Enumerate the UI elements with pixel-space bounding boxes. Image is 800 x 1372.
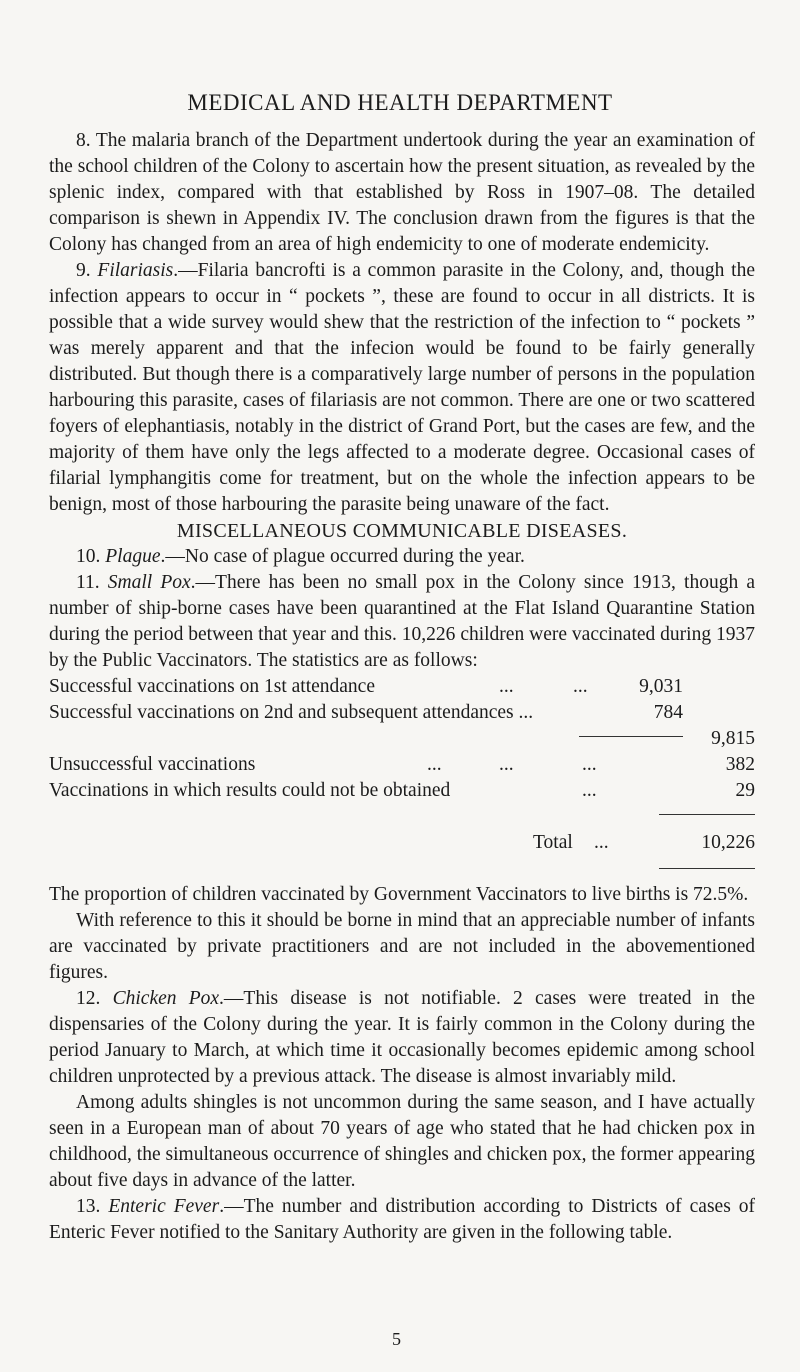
filariasis-heading: Filariasis xyxy=(97,260,174,281)
plague-heading: Plague xyxy=(105,546,161,567)
paragraph-vaccination-proportion: The proportion of children vaccinated by Government Vaccinators to live births is 72.5%. xyxy=(49,884,749,905)
page-number: 5 xyxy=(392,1329,401,1349)
enteric-fever-heading: Enteric Fever xyxy=(108,1196,220,1217)
stat-row-2nd-attendance-label: Successful vaccinations on 2nd and subsequent attendances ... xyxy=(49,702,534,723)
stat-row-unsuccessful-value: 382 xyxy=(725,754,755,775)
total-top-rule xyxy=(659,814,755,815)
stat-row-no-result-label: Vaccinations in which results could not be obtained xyxy=(49,780,451,801)
stat-subtotal-value: 9,815 xyxy=(711,728,755,749)
paragraph-13-enteric-fever: 13. Enteric Fever.—The number and distribution according to Districts of cases of Enteric Fever notified to the Sanitary Authority are given in the following table. xyxy=(49,1196,755,1243)
small-pox-heading: Small Pox xyxy=(107,572,191,593)
paragraph-9-filariasis: 9. Filariasis.—Filaria bancrofti is a common parasite in the Colony, and, though the infection appears to occur in “ pockets ”, these are found to occur in all districts. It is possible that a wide survey would shew that the restriction of the infection to “ pockets ” was merely apparent and that the infecion would be found to be fairly generally distributed. But though there is a comparatively large number of persons in the population harbouring this parasite, cases of filariasis are not common. There are one or two scattered foyers of elephantiasis, notably in the district of Grand Port, but the cases are few, and the majority of them have only the legs affected to a moderate degree. Occasional cases of filarial lymphangitis come for treatment, but on the whole the infection appears to be benign, most of those harbouring the parasite being unaware of the fact. xyxy=(49,260,755,515)
paragraph-10-plague: 10. Plague.—No case of plague occurred during the year. xyxy=(76,546,525,567)
paragraph-private-practitioners: With reference to this it should be borne in mind that an appreciable number of infants are vaccinated by private practitioners and are not included in the abovementioned figures. xyxy=(49,910,755,983)
running-header: MEDICAL AND HEALTH DEPARTMENT xyxy=(187,90,613,115)
paragraph-11-small-pox: 11. Small Pox.—There has been no small pox in the Colony since 1913, though a number of ship-borne cases have been quarantined at the Flat Island Quarantine Station during the period between that year and this. 10,226 children were vaccinated during 1937 by the Public Vaccinators. The statistics are as follows: xyxy=(49,572,756,671)
subtotal-rule xyxy=(579,736,683,737)
stat-row-1st-attendance-value: 9,031 xyxy=(639,676,683,697)
body-text xyxy=(49,128,755,1246)
stat-row-no-result-value: 29 xyxy=(735,780,755,801)
section-heading-miscellaneous: MISCELLANEOUS COMMUNICABLE DISEASES. xyxy=(176,520,628,542)
paragraph-12-chicken-pox: 12. Chicken Pox.—This disease is not notifiable. 2 cases were treated in the dispensaries of the Colony during the year. It is fairly common in the Colony during the period January to March, at which time it occasionally becomes epidemic among school children unprotected by a previous attack. The disease is almost invariably mild. xyxy=(49,988,755,1087)
paragraph-shingles: Among adults shingles is not uncommon during the same season, and I have actually seen in a European man of about 70 years of age who stated that he had chicken pox in childhood, the simultaneous occurrence of shingles and chicken pox, the former appearing about five days in advance of the latter. xyxy=(49,1092,755,1191)
total-bottom-rule xyxy=(659,868,755,869)
stat-row-unsuccessful-label: Unsuccessful vaccinations xyxy=(49,754,256,775)
stat-total-label: Total xyxy=(533,832,573,853)
stat-total-value: 10,226 xyxy=(701,832,755,853)
vaccination-statistics: Successful vaccinations on 1st attendance ... ... 9,031 Successful vaccinations on 2nd and subsequent attendances ... 784 9,815 Unsuccessful vaccinations ... ... ... 382 Vaccinations in which results could not be obtained ... 29 Total ... 10,226 xyxy=(49,674,755,882)
chicken-pox-heading: Chicken Pox xyxy=(112,988,220,1009)
stat-row-2nd-attendance-value: 784 xyxy=(653,702,683,723)
paragraph-8-malaria: 8. The malaria branch of the Department undertook during the year an examination of the school children of the Colony to ascertain how the present situation, as revealed by the splenic index, compared with that established by Ross in 1907–08. The detailed comparison is shewn in Appendix IV. The conclusion drawn from the figures is that the Colony has changed from an area of high endemicity to one of moderate endemicity. xyxy=(49,130,755,255)
stat-row-1st-attendance-label: Successful vaccinations on 1st attendance xyxy=(49,676,375,697)
